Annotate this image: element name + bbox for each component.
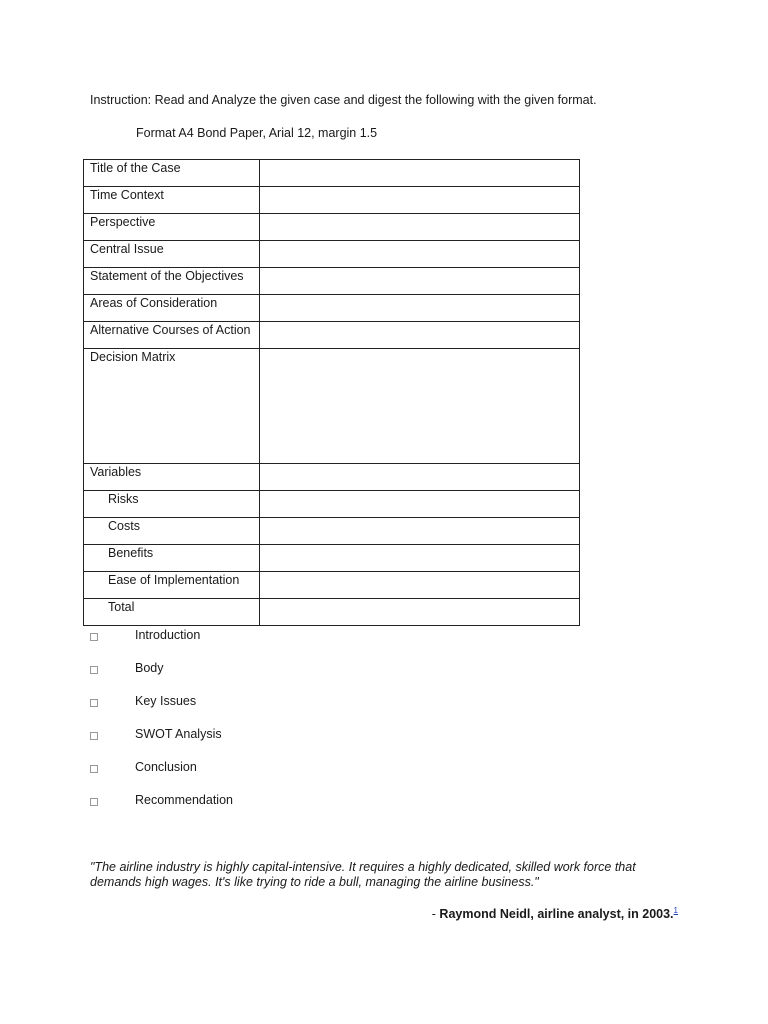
table-row [84, 572, 580, 599]
list-item [90, 628, 233, 661]
row-value-title [260, 160, 580, 187]
row-label-benefits: Benefits [84, 545, 260, 572]
checklist [90, 628, 233, 826]
table-row [84, 241, 580, 268]
row-label-areas: Areas of Consideration [84, 295, 260, 322]
list-item-label: Recommendation [135, 793, 233, 807]
row-value-objectives [260, 268, 580, 295]
row-value-decision-matrix [260, 349, 580, 464]
row-value-areas [260, 295, 580, 322]
row-label-central-issue: Central Issue [84, 241, 260, 268]
table-row [84, 160, 580, 187]
row-value-variables [260, 464, 580, 491]
list-item [90, 661, 233, 694]
table-row [84, 187, 580, 214]
table-row [84, 599, 580, 626]
checkbox-bullet-icon [90, 633, 98, 641]
instruction-text: Instruction: Read and Analyze the given case and digest the following with the given format. [90, 93, 597, 107]
row-value-risks [260, 491, 580, 518]
row-label-costs: Costs [84, 518, 260, 545]
checkbox-bullet-icon [90, 699, 98, 707]
row-value-perspective [260, 214, 580, 241]
row-label-objectives: Statement of the Objectives [84, 268, 260, 295]
list-item-label: Conclusion [135, 760, 197, 774]
row-value-benefits [260, 545, 580, 572]
checkbox-bullet-icon [90, 798, 98, 806]
attribution-text: Raymond Neidl, airline analyst, in 2003. [439, 907, 674, 922]
table-row [84, 268, 580, 295]
row-label-time-context: Time Context [84, 187, 260, 214]
checkbox-bullet-icon [90, 666, 98, 674]
table-row [84, 518, 580, 545]
list-item-label: SWOT Analysis [135, 727, 222, 741]
row-value-alternatives [260, 322, 580, 349]
table-row [84, 214, 580, 241]
checkbox-bullet-icon [90, 765, 98, 773]
list-item-label: Body [135, 661, 164, 675]
row-label-perspective: Perspective [84, 214, 260, 241]
row-label-ease: Ease of Implementation [84, 572, 260, 599]
attribution-dash: - [431, 907, 440, 922]
row-label-decision-matrix: Decision Matrix [84, 349, 260, 464]
quote-text: "The airline industry is highly capital-intensive. It requires a highly dedicated, skilled work force that demands high wages. It's like trying to ride a bull, managing the airline business." [90, 860, 636, 889]
table-row [84, 322, 580, 349]
row-value-central-issue [260, 241, 580, 268]
footnote-link[interactable]: 1 [673, 906, 678, 915]
table-row [84, 295, 580, 322]
table-row [84, 491, 580, 518]
list-item [90, 793, 233, 826]
list-item [90, 727, 233, 760]
format-line: Format A4 Bond Paper, Arial 12, margin 1.5 [136, 126, 378, 140]
list-item-label: Introduction [135, 628, 201, 642]
list-item [90, 694, 233, 727]
checkbox-bullet-icon [90, 732, 98, 740]
table-row [84, 545, 580, 572]
quote-attribution [432, 906, 678, 921]
row-value-ease [260, 572, 580, 599]
row-label-risks: Risks [84, 491, 260, 518]
table-row [84, 464, 580, 491]
table-row [84, 349, 580, 464]
case-table [83, 159, 580, 626]
row-value-costs [260, 518, 580, 545]
row-label-title: Title of the Case [84, 160, 260, 187]
row-label-variables: Variables [84, 464, 260, 491]
row-value-total [260, 599, 580, 626]
row-label-alternatives: Alternative Courses of Action [84, 322, 260, 349]
list-item [90, 760, 233, 793]
row-label-total: Total [84, 599, 260, 626]
row-value-time-context [260, 187, 580, 214]
list-item-label: Key Issues [135, 694, 197, 708]
